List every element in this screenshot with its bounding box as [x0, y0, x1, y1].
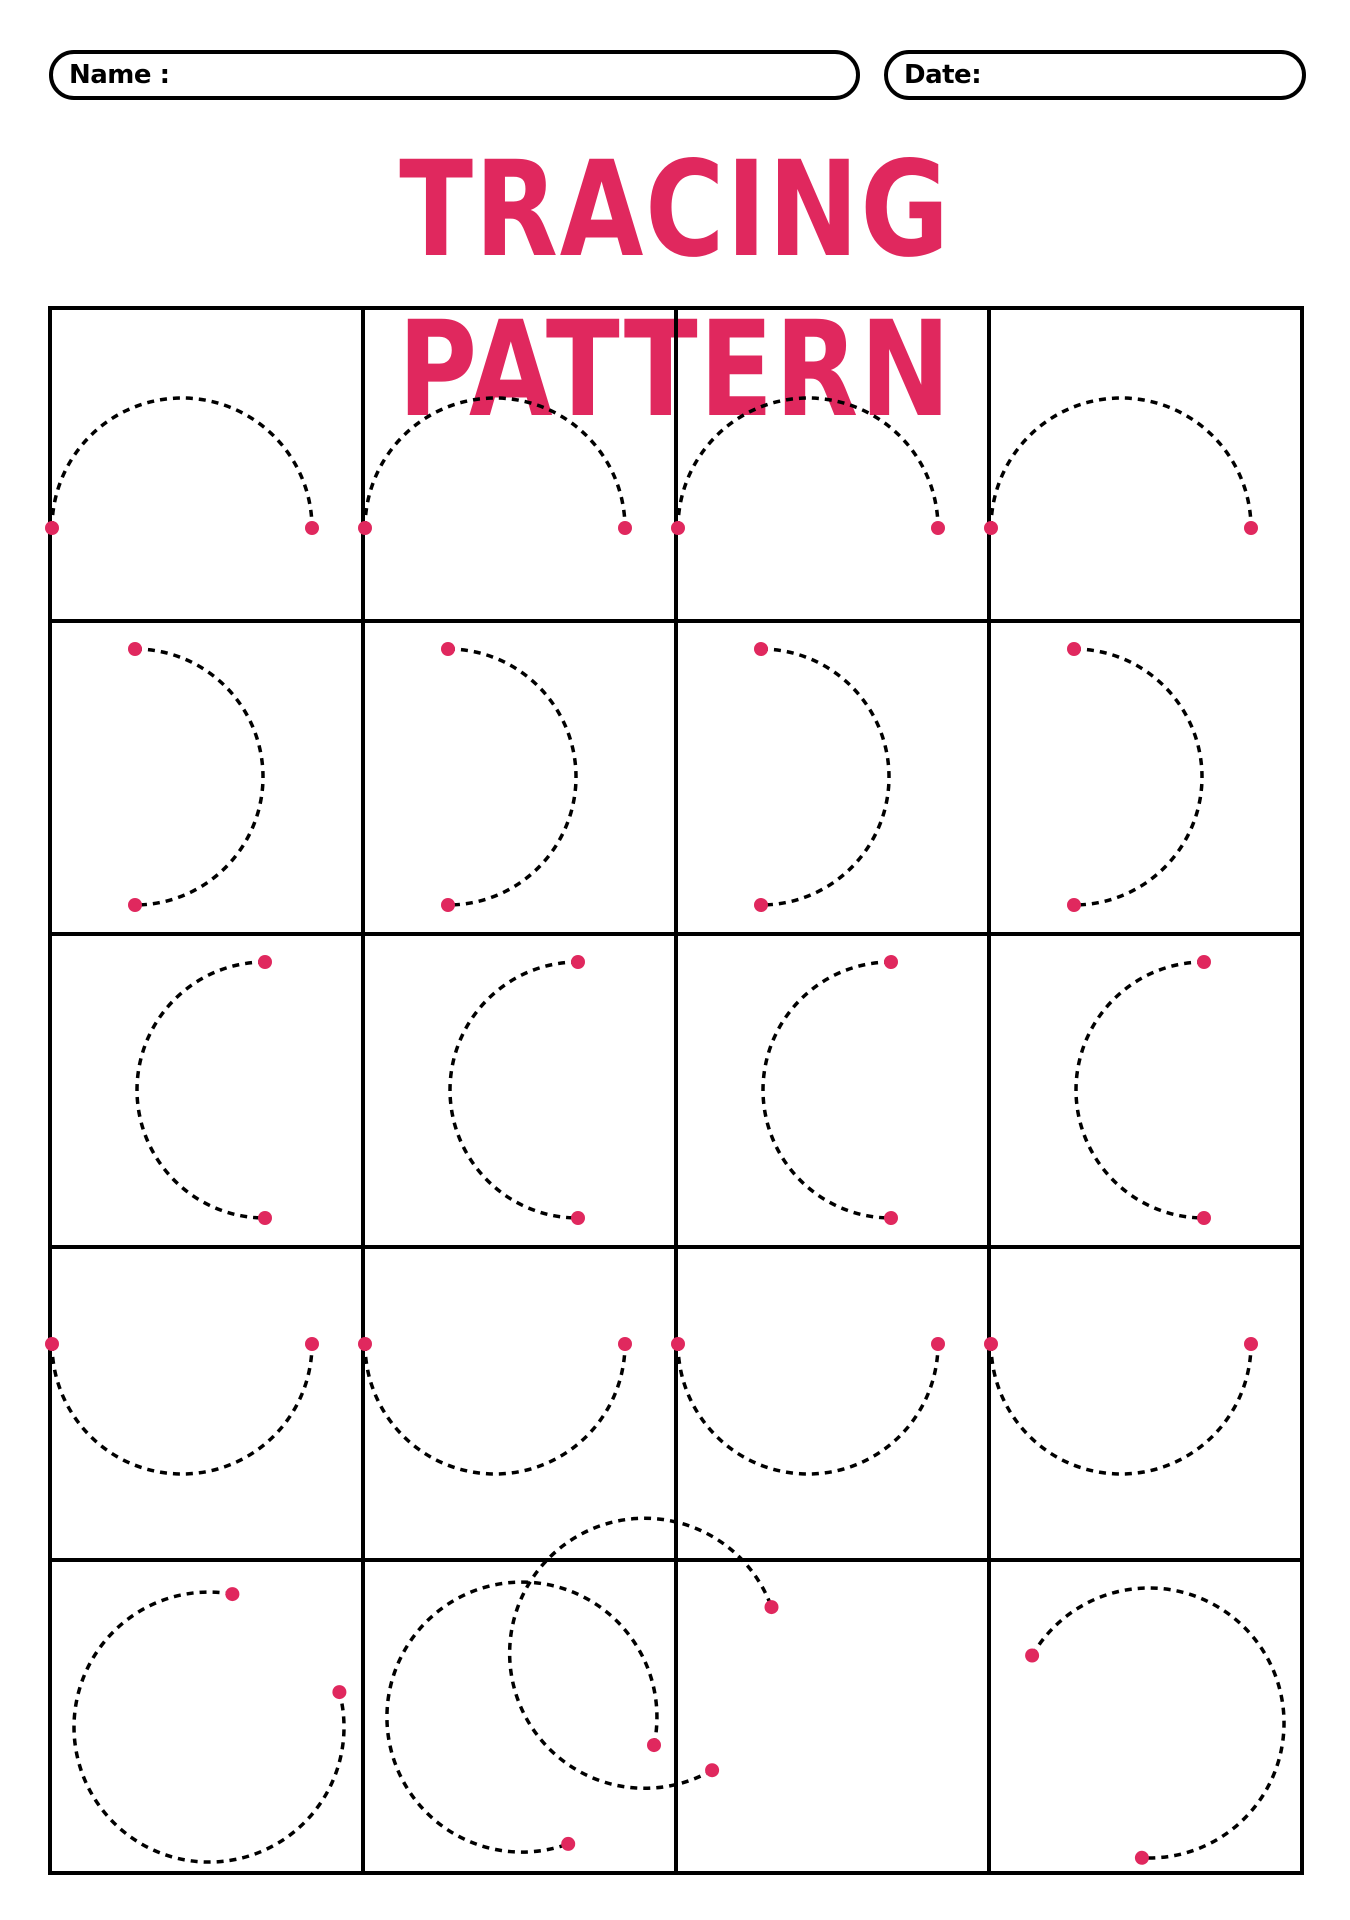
dashed-trace-path [52, 398, 312, 528]
tracing-cell[interactable] [358, 1337, 632, 1474]
dashed-trace-path [448, 649, 576, 905]
start-dot [1197, 955, 1211, 969]
tracing-cell[interactable] [763, 955, 898, 1225]
end-dot [128, 898, 142, 912]
tracing-cell[interactable] [671, 1337, 945, 1474]
end-dot [1067, 898, 1081, 912]
tracing-cell[interactable] [128, 642, 263, 912]
end-dot [618, 521, 632, 535]
dashed-trace-path [365, 398, 625, 528]
dashed-trace-path [137, 962, 265, 1218]
dashed-trace-path [450, 962, 578, 1218]
dashed-trace-path [1076, 962, 1204, 1218]
start-dot [671, 521, 685, 535]
tracing-cell[interactable] [984, 398, 1258, 535]
end-dot [931, 521, 945, 535]
start-dot [647, 1738, 661, 1752]
dashed-trace-path [52, 1344, 312, 1474]
end-dot [884, 1211, 898, 1225]
tracing-cell[interactable] [671, 398, 945, 535]
tracing-cell[interactable] [358, 398, 632, 535]
tracing-cell[interactable] [1076, 955, 1211, 1225]
dashed-trace-path [1032, 1588, 1284, 1858]
start-dot [671, 1337, 685, 1351]
tracing-cell[interactable] [1025, 1588, 1284, 1865]
start-dot [45, 521, 59, 535]
tracing-cell[interactable] [137, 955, 272, 1225]
end-dot [258, 1211, 272, 1225]
tracing-cell[interactable] [1067, 642, 1202, 912]
dashed-trace-path [991, 398, 1251, 528]
start-dot [984, 1337, 998, 1351]
tracing-cell[interactable] [45, 1337, 319, 1474]
start-dot [884, 955, 898, 969]
grid-lines [50, 308, 1302, 1873]
dashed-trace-path [387, 1582, 657, 1852]
start-dot [441, 642, 455, 656]
tracing-cell[interactable] [387, 1582, 661, 1852]
start-dot [258, 955, 272, 969]
start-dot [705, 1763, 719, 1777]
tracing-cell[interactable] [74, 1587, 346, 1862]
dashed-trace-path [991, 1344, 1251, 1474]
dashed-trace-path [678, 398, 938, 528]
start-dot [128, 642, 142, 656]
dashed-trace-path [365, 1344, 625, 1474]
end-dot [561, 1837, 575, 1851]
start-dot [754, 642, 768, 656]
tracing-cell[interactable] [45, 398, 319, 535]
end-dot [332, 1685, 346, 1699]
end-dot [931, 1337, 945, 1351]
dashed-trace-path [763, 962, 891, 1218]
name-label: Name : [69, 60, 170, 90]
end-dot [1244, 1337, 1258, 1351]
start-dot [45, 1337, 59, 1351]
start-dot [571, 955, 585, 969]
tracing-cell[interactable] [754, 642, 889, 912]
end-dot [765, 1600, 779, 1614]
end-dot [1135, 1851, 1149, 1865]
end-dot [441, 898, 455, 912]
dashed-trace-path [74, 1592, 344, 1862]
end-dot [571, 1211, 585, 1225]
dashed-trace-path [761, 649, 889, 905]
dashed-trace-path [1074, 649, 1202, 905]
dashed-trace-path [678, 1344, 938, 1474]
start-dot [225, 1587, 239, 1601]
worksheet-title: TRACING PATTERN [397, 133, 953, 447]
end-dot [1244, 521, 1258, 535]
dashed-trace-path [135, 649, 263, 905]
date-label: Date: [904, 60, 982, 90]
end-dot [305, 521, 319, 535]
tracing-cell[interactable] [450, 955, 585, 1225]
start-dot [1025, 1649, 1039, 1663]
end-dot [618, 1337, 632, 1351]
end-dot [754, 898, 768, 912]
tracing-cell[interactable] [984, 1337, 1258, 1474]
start-dot [358, 1337, 372, 1351]
end-dot [305, 1337, 319, 1351]
start-dot [984, 521, 998, 535]
start-dot [358, 521, 372, 535]
start-dot [1067, 642, 1081, 656]
end-dot [1197, 1211, 1211, 1225]
tracing-cell[interactable] [441, 642, 576, 912]
